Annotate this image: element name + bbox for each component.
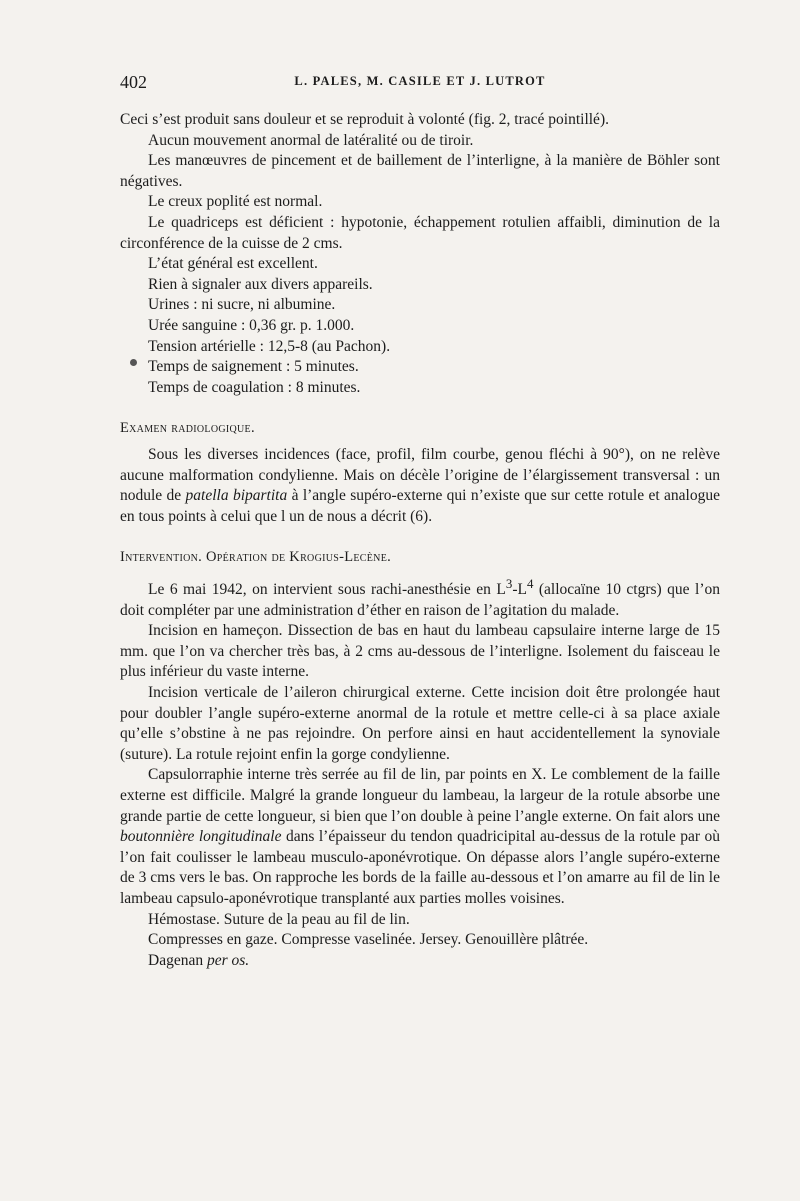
paragraph: Rien à signaler aux divers appareils.: [148, 275, 373, 293]
paragraph: Hémostase. Suture de la peau au fil de lin.: [148, 910, 410, 928]
paragraph: L’état général est excellent.: [148, 255, 318, 273]
paragraph: Capsulorraphie interne très serrée au fil de lin, par points en X. Le comblement de la faille externe est difficile. Malgré la grande longueur du lambeau, la largeur de la rotule absorbe une grande partie de cette longueur, si bien que l’on double à peine l’angle externe. On fait alors une boutonnière longitudinale dans l’épaisseur du tendon quadricipital au-dessus de la rotule par où l’on fait coulisser le lambeau musculo-aponévrotique. On dépasse alors l’angle supéro-externe de 3 cms vers le bas. On rapproche les bords de la faille au-dessous et l’on amarre au fil de lin le lambeau capsulo-aponévrotique transplanté aux parties molles voisines.: [120, 766, 720, 907]
italic-term: patella bipartita: [185, 487, 288, 505]
italic-term: per os.: [206, 951, 250, 969]
paragraph: Dagenan per os.: [148, 951, 250, 969]
page-number: 402: [120, 72, 147, 92]
paragraph: Le quadriceps est déficient : hypotonie, échappement rotulien affaibli, diminution de la circonférence de la cuisse de 2 cms.: [120, 213, 720, 252]
paragraph: Urines : ni sucre, ni albumine.: [148, 296, 336, 314]
paragraph-exam: Sous les diverses incidences (face, profil, film courbe, genou fléchi à 90°), on ne relève aucune malformation condylienne. Mais on décèle l’origine de l’élargissement transversal : un nodule de patella bipartita à l’angle supéro-externe qui n’existe que sur cette rotule et analogue en tous points à celui que l un de nous a décrit (6).: [120, 445, 720, 525]
italic-term: boutonnière longitudinale: [120, 828, 282, 846]
paragraph: Temps de saignement : 5 minutes.: [148, 358, 359, 376]
section-title-intervention: Intervention. Opération de Krogius-Lecène.: [120, 549, 392, 566]
page-header: [120, 72, 720, 96]
paragraph: Aucun mouvement anormal de latéralité ou de tiroir.: [148, 131, 474, 149]
page-body: [120, 110, 720, 971]
paragraph: Temps de coagulation : 8 minutes.: [148, 378, 361, 396]
running-head: L. PALES, M. CASILE ET J. LUTROT: [294, 74, 546, 88]
paragraph: Les manœuvres de pincement et de baillement de l’interligne, à la manière de Böhler sont négatives.: [120, 152, 720, 190]
paragraph: Urée sanguine : 0,36 gr. p. 1.000.: [148, 316, 355, 334]
paragraph: Tension artérielle : 12,5-8 (au Pachon).: [148, 337, 391, 355]
paragraph: Le creux poplité est normal.: [148, 193, 323, 211]
paragraph: Compresses en gaze. Compresse vaselinée. Jersey. Genouillère plâtrée.: [148, 931, 589, 949]
section-title-exam: Examen radiologique.: [120, 420, 255, 437]
paragraph: Ceci s’est produit sans douleur et se reproduit à volonté (fig. 2, tracé pointillé).: [120, 111, 609, 128]
paragraph: Incision verticale de l’aileron chirurgical externe. Cette incision doit être prolongée haut pour doubler l’angle supéro-externe anormal de la rotule et mettre celle-ci à sa place axiale qu’elle s’obstine à ne pas rejoindre. On perfore ainsi en haut accidentellement la synoviale (suture). La rotule rejoint enfin la gorge condylienne.: [120, 684, 720, 763]
paragraph: Incision en hameçon. Dissection de bas en haut du lambeau capsulaire interne large de 15 mm. que l’on va chercher très bas, à 2 cms au-dessous de l’interligne. Isolement du faisceau le plus inférieur du vaste interne.: [120, 622, 720, 681]
paragraph-intervention: Le 6 mai 1942, on intervient sous rachi-anesthésie en $L^3-L^4$ (allocaïne 10 ctgrs) que l’on doit compléter par une administration d’éther en raison de l’agitation du malade.: [120, 575, 720, 619]
